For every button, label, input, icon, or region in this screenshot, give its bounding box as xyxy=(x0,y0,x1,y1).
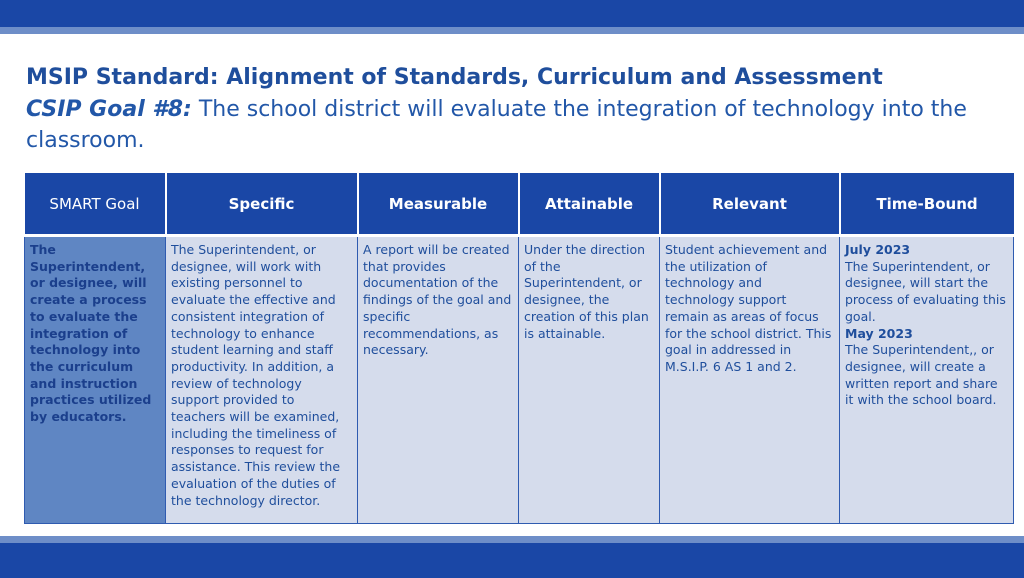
page-title: MSIP Standard: Alignment of Standards, Curriculum and Assessment xyxy=(26,65,883,90)
bottom-decorative-band xyxy=(0,543,1024,578)
top-decorative-band xyxy=(0,0,1024,27)
top-accent-stripe xyxy=(0,27,1024,34)
smart-goal-table xyxy=(24,173,1013,524)
header-smart-goal: SMART Goal xyxy=(25,173,166,236)
cell-specific: The Superintendent, or designee, will work with existing personnel to evaluate the effective and consistent integration of technology to enhance student learning and staff productivity. In addition, a review of technology support provided to teachers will be examined, including the timeliness of responses to request for assistance. This review the evaluation of the duties of the technology director. xyxy=(166,236,358,524)
goal-separator: : xyxy=(183,97,192,122)
header-attainable: Attainable xyxy=(519,173,660,236)
header-specific: Specific xyxy=(166,173,358,236)
goal-text: The school district will evaluate the integration of technology into the classroom. xyxy=(26,97,967,153)
cell-smart-goal: The Superintendent, or designee, will create a process to evaluate the integration of technology into the curriculum and instruction practices utilized by educators. xyxy=(25,236,166,524)
goal-statement xyxy=(26,94,1001,156)
bottom-accent-stripe xyxy=(0,536,1024,543)
time-bound-text-1: The Superintendent, or designee, will start the process of evaluating this goal. xyxy=(845,258,1006,324)
cell-time-bound xyxy=(840,236,1014,524)
title-block xyxy=(26,62,1001,156)
cell-attainable: Under the direction of the Superintendent, or designee, the creation of this plan is attainable. xyxy=(519,236,660,524)
header-relevant: Relevant xyxy=(660,173,840,236)
table-header-row xyxy=(25,173,1014,236)
header-measurable: Measurable xyxy=(358,173,519,236)
time-bound-date-1: July 2023 xyxy=(845,242,911,257)
time-bound-text-2: The Superintendent,, or designee, will create a written report and share it with the school board. xyxy=(845,342,998,408)
cell-relevant: Student achievement and the utilization of technology and technology support remain as areas of focus for the school district. This goal in addressed in M.S.I.P. 6 AS 1 and 2. xyxy=(660,236,840,524)
time-bound-date-2: May 2023 xyxy=(845,325,913,341)
cell-measurable: A report will be created that provides documentation of the findings of the goal and specific recommendations, as necessary. xyxy=(358,236,519,524)
table-row xyxy=(25,236,1014,524)
header-time-bound: Time-Bound xyxy=(840,173,1014,236)
goal-label: CSIP Goal #8 xyxy=(26,97,184,122)
